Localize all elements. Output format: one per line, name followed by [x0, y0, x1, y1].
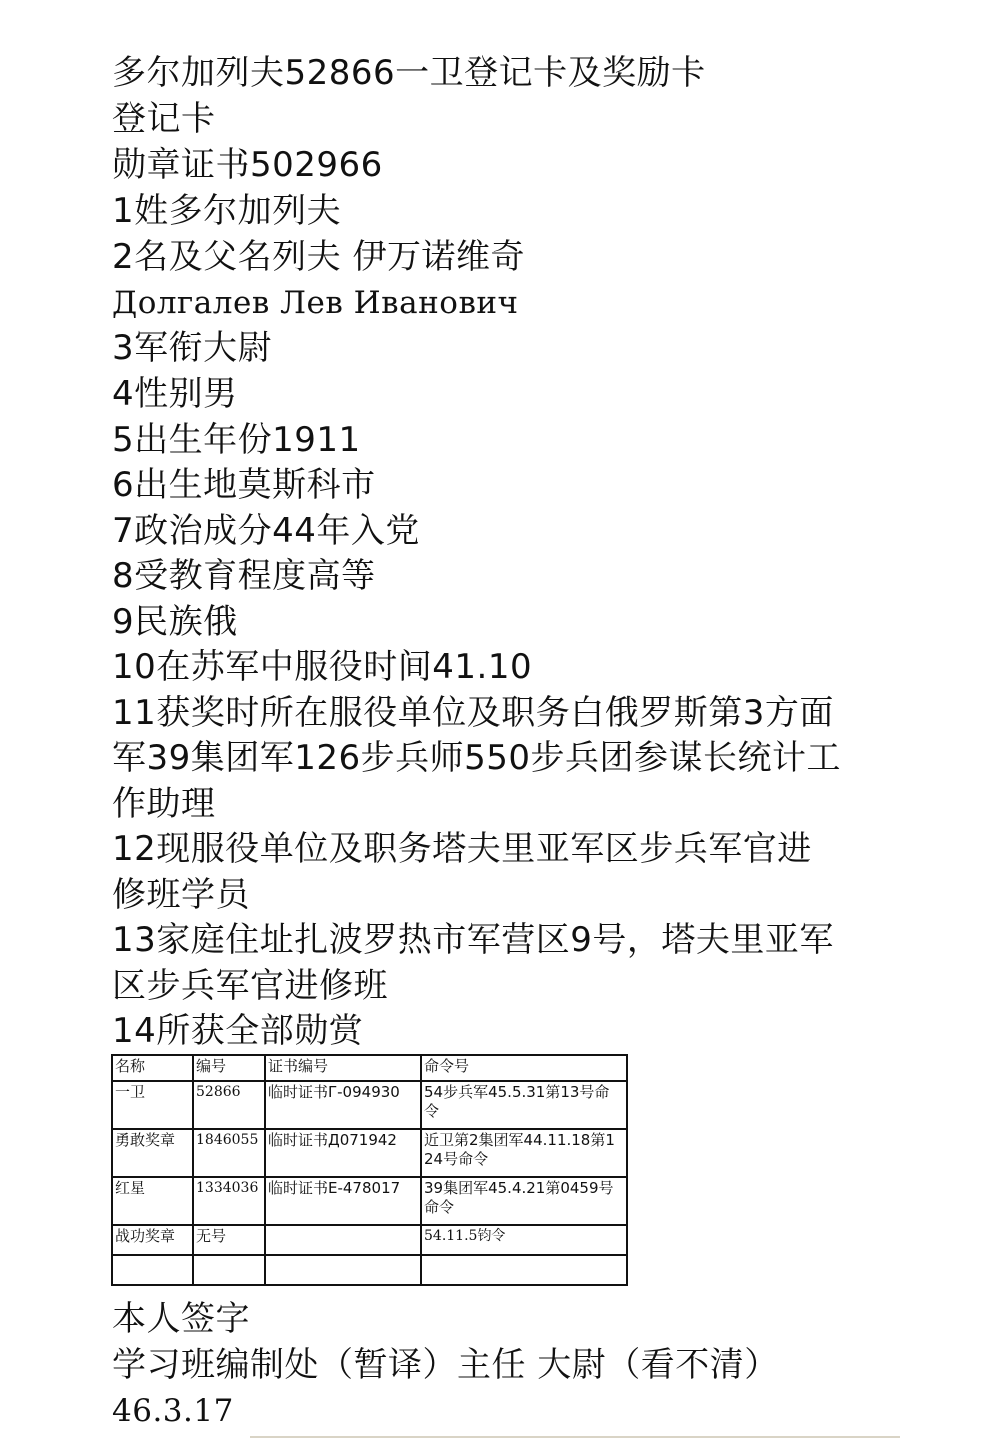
award-order: 近卫第2集团军44.11.18第124号命令 [421, 1129, 627, 1177]
award-order: 54.11.5钧令 [421, 1225, 627, 1255]
field-sex: 4性别男 [112, 374, 238, 414]
field-address-2: 区步兵军官进修班 [112, 966, 388, 1006]
certificate-number: 勋章证书502966 [112, 145, 383, 185]
award-name: 勇敢奖章 [112, 1129, 193, 1177]
field-current-unit-2: 修班学员 [112, 875, 250, 915]
award-order: 54步兵军45.5.31第13号命令 [421, 1081, 627, 1129]
document-subtitle: 登记卡 [112, 99, 216, 139]
header-number: 编号 [193, 1055, 265, 1081]
award-certificate: 临时证书Е-478017 [265, 1177, 421, 1225]
table-row [112, 1177, 627, 1225]
field-rank: 3军衔大尉 [112, 328, 273, 368]
awards-heading: 14所获全部勋赏 [112, 1011, 364, 1051]
header-name: 名称 [112, 1055, 193, 1081]
award-certificate [265, 1255, 421, 1285]
award-order [421, 1255, 627, 1285]
table-row [112, 1225, 627, 1255]
field-education: 8受教育程度高等 [112, 556, 376, 596]
award-order: 39集团军45.4.21第0459号命令 [421, 1177, 627, 1225]
issuer-line: 学习班编制处（暂译）主任 大尉（看不清） [112, 1345, 779, 1385]
award-name: 战功奖章 [112, 1225, 193, 1255]
field-russian-name: Долгалев Лев Иванович [112, 285, 519, 321]
table-row [112, 1129, 627, 1177]
award-number: 无号 [193, 1225, 265, 1255]
field-service-since: 10在苏军中服役时间41.10 [112, 647, 533, 687]
signature-label: 本人签字 [112, 1299, 250, 1339]
award-certificate: 临时证书Д071942 [265, 1129, 421, 1177]
header-certificate: 证书编号 [265, 1055, 421, 1081]
award-certificate: 临时证书Г-094930 [265, 1081, 421, 1129]
awards-table-header [112, 1055, 627, 1081]
field-name-patronymic: 2名及父名列夫 伊万诺维奇 [112, 237, 525, 277]
award-name: 一卫 [112, 1081, 193, 1129]
field-unit-at-award-1: 11获奖时所在服役单位及职务白俄罗斯第3方面 [112, 693, 834, 733]
table-row [112, 1081, 627, 1129]
field-current-unit-1: 12现服役单位及职务塔夫里亚军区步兵军官进 [112, 829, 812, 869]
field-surname: 1姓多尔加列夫 [112, 191, 342, 231]
award-name: 红星 [112, 1177, 193, 1225]
field-birth-year: 5出生年份1911 [112, 420, 361, 460]
award-name [112, 1255, 193, 1285]
awards-table [111, 1054, 628, 1286]
document-title: 多尔加列夫52866一卫登记卡及奖励卡 [112, 53, 706, 93]
award-number: 52866 [193, 1081, 265, 1129]
table-row [112, 1255, 627, 1285]
field-unit-at-award-2: 军39集团军126步兵师550步兵团参谋长统计工 [112, 738, 842, 778]
award-certificate [265, 1225, 421, 1255]
field-address-1: 13家庭住址扎波罗热市军营区9号，塔夫里亚军 [112, 920, 834, 960]
field-unit-at-award-3: 作助理 [112, 784, 216, 824]
award-number: 1334036 [193, 1177, 265, 1225]
field-party: 7政治成分44年入党 [112, 511, 420, 551]
header-order: 命令号 [421, 1055, 627, 1081]
award-number: 1846055 [193, 1129, 265, 1177]
page-edge-divider [250, 1436, 900, 1438]
document-date: 46.3.17 [112, 1393, 234, 1429]
field-birth-place: 6出生地莫斯科市 [112, 465, 376, 505]
award-number [193, 1255, 265, 1285]
field-nationality: 9民族俄 [112, 602, 238, 642]
